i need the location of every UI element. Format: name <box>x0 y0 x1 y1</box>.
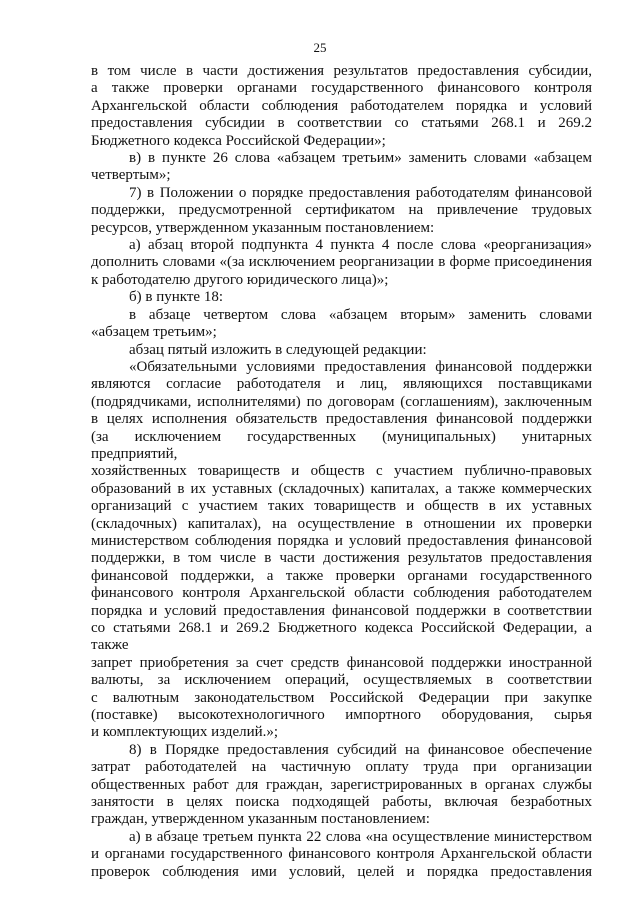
text-line: Бюджетного кодекса Российской Федерации»; <box>91 132 386 149</box>
text-line: финансовой поддержки, а также проверки органами государственного <box>91 567 592 584</box>
text-line: Архангельской области соблюдения работодателем порядка и условий <box>91 97 592 114</box>
text-line: в целях исполнения обязательств предоставления финансовой поддержки <box>91 411 592 428</box>
text-line: к работодателю другого юридического лица)»; <box>91 271 389 288</box>
text-line: (подрядчиками, исполнителями) по договорам (соглашениям), заключенным <box>91 393 592 410</box>
text-line: в) в пункте 26 слова «абзацем третьим» заменить словами «абзацем <box>129 150 592 167</box>
text-line: б) в пункте 18: <box>129 289 223 306</box>
text-line: предоставления субсидии в соответствии со статьями 268.1 и 269.2 <box>91 115 592 132</box>
text-line: и органами государственного финансового контроля Архангельской области <box>91 846 592 863</box>
text-line: проверок соблюдения ими условий, целей и порядка предоставления <box>91 863 592 880</box>
text-line: ресурсов, утвержденном указанным постановлением: <box>91 219 435 236</box>
text-line: с валютным законодательством Российской Федерации при закупке <box>91 689 592 706</box>
text-line: финансового контроля Архангельской области соблюдения работодателем <box>91 585 592 602</box>
text-line: четвертым»; <box>91 167 171 184</box>
text-line: в абзаце четвертом слова «абзацем вторым» заменить словами <box>129 306 592 323</box>
text-line: хозяйственных товариществ и обществ с участием публично-правовых <box>91 463 592 480</box>
text-line: 8) в Порядке предоставления субсидий на финансовое обеспечение <box>129 741 592 758</box>
text-line: а также проверки органами государственного финансового контроля <box>91 80 592 97</box>
text-line: министерством соблюдения порядка и условий предоставления финансовой <box>91 532 592 549</box>
text-line: «Обязательными условиями предоставления финансовой поддержки <box>129 358 592 375</box>
text-line: со статьями 268.1 и 269.2 Бюджетного кодекса Российской Федерации, а также <box>91 620 592 654</box>
text-line: граждан, утвержденном указанным постановлением: <box>91 811 430 828</box>
document-body <box>91 63 592 881</box>
text-line: а) абзац второй подпункта 4 пункта 4 после слова «реорганизация» <box>129 237 592 254</box>
text-line: дополнить словами «(за исключением реорганизации в форме присоединения <box>91 254 592 271</box>
text-line: а) в абзаце третьем пункта 22 слова «на осуществление министерством <box>129 828 592 845</box>
text-line: общественных работ для граждан, зарегистрированных в органах службы <box>91 776 592 793</box>
text-line: поддержки, предусмотренной сертификатом на привлечение трудовых <box>91 202 592 219</box>
text-line: и комплектующих изделий.»; <box>91 724 279 741</box>
text-line: порядка и условий предоставления финансовой поддержки в соответствии <box>91 602 592 619</box>
text-line: «абзацем третьим»; <box>91 324 217 341</box>
text-line: в том числе в части достижения результатов предоставления субсидии, <box>91 63 592 79</box>
text-line: занятости в целях поиска подходящей работы, включая безработных <box>91 794 592 811</box>
text-line: валюты, за исключением операций, осуществляемых в соответствии <box>91 672 592 689</box>
text-line: (поставке) высокотехнологичного импортного оборудования, сырья <box>91 707 592 724</box>
text-line: абзац пятый изложить в следующей редакции: <box>129 341 427 358</box>
text-line: запрет приобретения за счет средств финансовой поддержки иностранной <box>91 654 592 671</box>
text-line: организаций с участием таких товариществ и обществ в их уставных <box>91 498 592 515</box>
page-number: 25 <box>313 40 327 55</box>
text-line: (складочных) капиталах), на осуществление в отношении их проверки <box>91 515 592 532</box>
text-line: образований в их уставных (складочных) капиталах, а также коммерческих <box>91 480 592 497</box>
text-line: поддержки, в том числе в части достижения результатов предоставления <box>91 550 592 567</box>
text-line: (за исключением государственных (муниципальных) унитарных предприятий, <box>91 428 592 462</box>
text-line: затрат работодателей на частичную оплату труда при организации <box>91 759 592 776</box>
text-line: 7) в Положении о порядке предоставления работодателям финансовой <box>129 184 592 201</box>
text-line: являются согласие работодателя и лиц, являющихся поставщиками <box>91 376 592 393</box>
